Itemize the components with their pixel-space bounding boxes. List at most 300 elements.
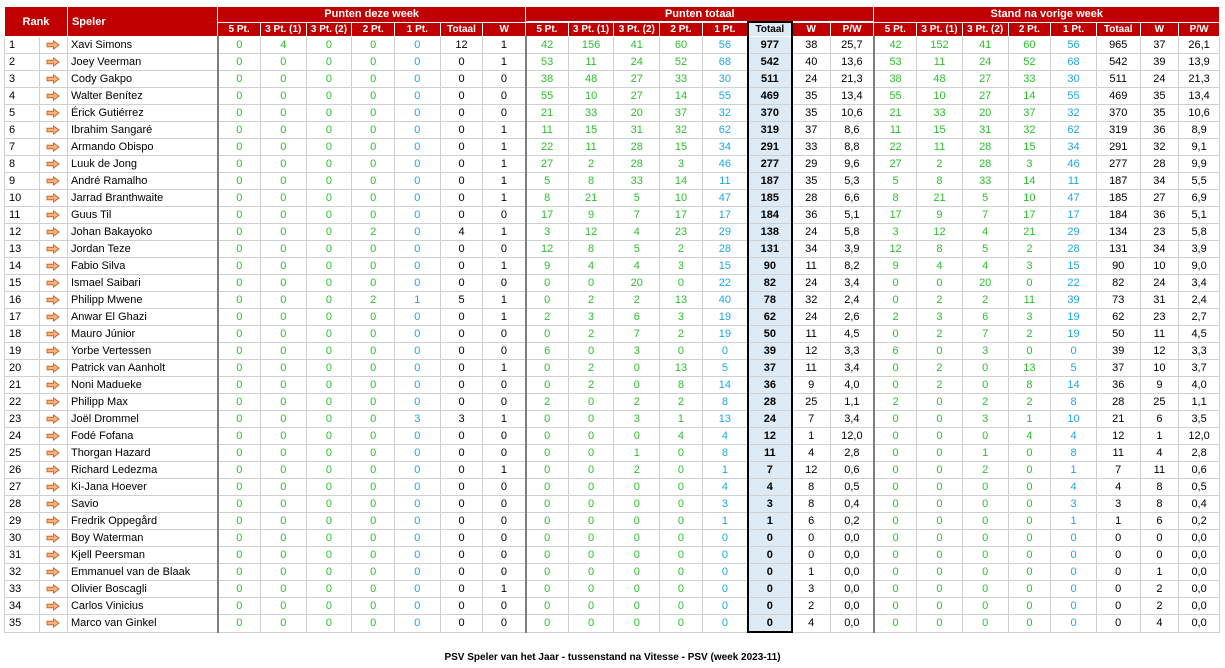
trend-cell [39, 530, 67, 547]
prev-cell-0: 9 [874, 258, 917, 275]
player-name: Ismael Saibari [67, 275, 217, 292]
player-name: Noni Madueke [67, 377, 217, 394]
tot-cell-1: 0 [568, 564, 614, 581]
tot-cell-7: 3,9 [830, 241, 874, 258]
player-name: Joël Drommel [67, 411, 217, 428]
week-cell-1: 0 [260, 326, 306, 343]
table-row [5, 564, 1220, 581]
tot-cell-1: 0 [568, 479, 614, 496]
right-arrow-icon [46, 482, 60, 492]
week-cell-1: 0 [260, 547, 306, 564]
week-cell-4: 0 [395, 139, 441, 156]
week-cell-0: 0 [218, 326, 261, 343]
week-cell-6: 0 [483, 598, 526, 615]
tot-cell-3: 17 [660, 207, 703, 224]
prev-cell-3: 0 [1008, 462, 1051, 479]
tot-cell-4: 4 [702, 428, 748, 445]
tot-cell-1: 0 [568, 496, 614, 513]
prev-cell-2: 27 [962, 71, 1008, 88]
week-cell-1: 4 [260, 37, 306, 54]
week-cell-3: 0 [352, 54, 395, 71]
prev-cell-7: 0,6 [1179, 462, 1220, 479]
tot-cell-2: 6 [614, 309, 660, 326]
week-cell-5: 0 [440, 88, 483, 105]
tot-cell-3: 0 [660, 343, 703, 360]
prev-cell-7: 0,4 [1179, 496, 1220, 513]
tot-cell-0: 53 [526, 54, 569, 71]
week-cell-2: 0 [306, 445, 352, 462]
prev-cell-5: 37 [1096, 360, 1140, 377]
prev-cell-3: 15 [1008, 139, 1051, 156]
week-cell-5: 0 [440, 462, 483, 479]
prev-cell-3: 0 [1008, 275, 1051, 292]
tot-cell-5: 131 [748, 241, 792, 258]
subheader-week-0: 5 Pt. [218, 22, 261, 37]
trend-cell [39, 139, 67, 156]
subheader-week-2: 3 Pt. (2) [306, 22, 352, 37]
tot-cell-4: 14 [702, 377, 748, 394]
week-cell-0: 0 [218, 360, 261, 377]
rank-cell: 21 [5, 377, 40, 394]
right-arrow-icon [46, 601, 60, 611]
tot-cell-5: 0 [748, 530, 792, 547]
tot-cell-4: 55 [702, 88, 748, 105]
tot-cell-6: 38 [792, 37, 831, 54]
tot-cell-3: 0 [660, 479, 703, 496]
rank-cell: 20 [5, 360, 40, 377]
prev-cell-6: 6 [1140, 411, 1179, 428]
table-row [5, 275, 1220, 292]
week-cell-1: 0 [260, 156, 306, 173]
prev-cell-6: 10 [1140, 360, 1179, 377]
week-cell-3: 0 [352, 309, 395, 326]
player-name: Ki-Jana Hoever [67, 479, 217, 496]
prev-cell-6: 39 [1140, 54, 1179, 71]
week-cell-5: 0 [440, 615, 483, 633]
subheader-totaal-1: 3 Pt. (1) [568, 22, 614, 37]
week-cell-5: 0 [440, 54, 483, 71]
week-cell-2: 0 [306, 615, 352, 633]
table-row [5, 428, 1220, 445]
prev-cell-7: 0,0 [1179, 598, 1220, 615]
week-cell-3: 0 [352, 479, 395, 496]
tot-cell-0: 38 [526, 71, 569, 88]
tot-cell-3: 23 [660, 224, 703, 241]
tot-cell-3: 0 [660, 581, 703, 598]
prev-cell-5: 0 [1096, 598, 1140, 615]
week-cell-1: 0 [260, 122, 306, 139]
rank-cell: 17 [5, 309, 40, 326]
tot-cell-3: 4 [660, 428, 703, 445]
prev-cell-0: 0 [874, 598, 917, 615]
week-cell-3: 0 [352, 343, 395, 360]
tot-cell-0: 0 [526, 513, 569, 530]
week-cell-1: 0 [260, 258, 306, 275]
trend-cell [39, 377, 67, 394]
week-cell-1: 0 [260, 564, 306, 581]
week-cell-6: 0 [483, 479, 526, 496]
prev-cell-2: 7 [962, 207, 1008, 224]
tot-cell-7: 0,0 [830, 547, 874, 564]
week-cell-0: 0 [218, 37, 261, 54]
prev-cell-6: 28 [1140, 156, 1179, 173]
player-name: Fredrik Oppegård [67, 513, 217, 530]
prev-cell-3: 0 [1008, 513, 1051, 530]
tot-cell-5: 12 [748, 428, 792, 445]
tot-cell-0: 0 [526, 377, 569, 394]
week-cell-5: 0 [440, 71, 483, 88]
prev-cell-4: 39 [1051, 292, 1097, 309]
tot-cell-1: 0 [568, 462, 614, 479]
tot-cell-3: 2 [660, 241, 703, 258]
week-cell-3: 0 [352, 581, 395, 598]
tot-cell-7: 0,0 [830, 564, 874, 581]
table-row [5, 513, 1220, 530]
prev-cell-3: 0 [1008, 479, 1051, 496]
trend-cell [39, 513, 67, 530]
table-row [5, 445, 1220, 462]
prev-cell-5: 28 [1096, 394, 1140, 411]
table-row [5, 156, 1220, 173]
tot-cell-4: 11 [702, 173, 748, 190]
player-name: Walter Benítez [67, 88, 217, 105]
tot-cell-6: 11 [792, 360, 831, 377]
tot-cell-1: 4 [568, 258, 614, 275]
footer-caption: PSV Speler van het Jaar - tussenstand na Vitesse - PSV (week 2023-11) [444, 652, 781, 663]
week-cell-0: 0 [218, 564, 261, 581]
tot-cell-4: 19 [702, 326, 748, 343]
rank-cell: 9 [5, 173, 40, 190]
week-cell-4: 0 [395, 156, 441, 173]
tot-cell-2: 0 [614, 581, 660, 598]
prev-cell-6: 23 [1140, 224, 1179, 241]
tot-cell-5: 50 [748, 326, 792, 343]
tot-cell-2: 31 [614, 122, 660, 139]
rank-cell: 34 [5, 598, 40, 615]
tot-cell-0: 3 [526, 224, 569, 241]
prev-cell-4: 4 [1051, 479, 1097, 496]
week-cell-2: 0 [306, 173, 352, 190]
prev-cell-6: 34 [1140, 241, 1179, 258]
tot-cell-4: 8 [702, 394, 748, 411]
week-cell-5: 4 [440, 224, 483, 241]
prev-cell-3: 0 [1008, 564, 1051, 581]
trend-cell [39, 207, 67, 224]
prev-cell-2: 4 [962, 258, 1008, 275]
table-row [5, 224, 1220, 241]
week-cell-3: 0 [352, 105, 395, 122]
week-cell-1: 0 [260, 513, 306, 530]
right-arrow-icon [46, 567, 60, 577]
tot-cell-0: 0 [526, 581, 569, 598]
rank-cell: 7 [5, 139, 40, 156]
rank-cell: 25 [5, 445, 40, 462]
player-name: Philipp Mwene [67, 292, 217, 309]
prev-cell-0: 17 [874, 207, 917, 224]
tot-cell-4: 40 [702, 292, 748, 309]
tot-cell-3: 1 [660, 411, 703, 428]
prev-cell-0: 0 [874, 445, 917, 462]
prev-cell-1: 0 [917, 496, 963, 513]
tot-cell-7: 4,5 [830, 326, 874, 343]
tot-cell-4: 0 [702, 547, 748, 564]
prev-cell-2: 7 [962, 326, 1008, 343]
prev-cell-5: 82 [1096, 275, 1140, 292]
prev-cell-6: 35 [1140, 105, 1179, 122]
tot-cell-4: 0 [702, 615, 748, 633]
week-cell-2: 0 [306, 479, 352, 496]
tot-cell-2: 0 [614, 615, 660, 633]
table-row [5, 581, 1220, 598]
table-row [5, 292, 1220, 309]
prev-cell-5: 185 [1096, 190, 1140, 207]
tot-cell-6: 32 [792, 292, 831, 309]
prev-cell-2: 4 [962, 224, 1008, 241]
prev-cell-5: 3 [1096, 496, 1140, 513]
tot-cell-5: 291 [748, 139, 792, 156]
trend-cell [39, 445, 67, 462]
prev-cell-2: 2 [962, 462, 1008, 479]
right-arrow-icon [46, 363, 60, 373]
prev-cell-5: 12 [1096, 428, 1140, 445]
prev-cell-5: 0 [1096, 547, 1140, 564]
prev-cell-3: 0 [1008, 598, 1051, 615]
tot-cell-0: 2 [526, 394, 569, 411]
week-cell-6: 1 [483, 139, 526, 156]
tot-cell-7: 3,4 [830, 360, 874, 377]
tot-cell-6: 12 [792, 462, 831, 479]
prev-cell-1: 33 [917, 105, 963, 122]
tot-cell-3: 52 [660, 54, 703, 71]
prev-cell-7: 10,6 [1179, 105, 1220, 122]
trend-cell [39, 88, 67, 105]
tot-cell-0: 27 [526, 156, 569, 173]
tot-cell-6: 4 [792, 615, 831, 633]
prev-cell-4: 30 [1051, 71, 1097, 88]
week-cell-5: 0 [440, 122, 483, 139]
week-cell-3: 0 [352, 139, 395, 156]
week-cell-6: 0 [483, 343, 526, 360]
tot-cell-4: 0 [702, 581, 748, 598]
subheader-vorige-0: 5 Pt. [874, 22, 917, 37]
week-cell-3: 0 [352, 122, 395, 139]
prev-cell-3: 14 [1008, 88, 1051, 105]
week-cell-0: 0 [218, 309, 261, 326]
tot-cell-6: 35 [792, 173, 831, 190]
week-cell-6: 0 [483, 241, 526, 258]
tot-cell-0: 5 [526, 173, 569, 190]
tot-cell-4: 47 [702, 190, 748, 207]
week-cell-0: 0 [218, 479, 261, 496]
week-cell-1: 0 [260, 105, 306, 122]
week-cell-0: 0 [218, 54, 261, 71]
tot-cell-1: 0 [568, 547, 614, 564]
right-arrow-icon [46, 40, 60, 50]
tot-cell-4: 0 [702, 598, 748, 615]
week-cell-1: 0 [260, 54, 306, 71]
tot-cell-2: 5 [614, 190, 660, 207]
right-arrow-icon [46, 176, 60, 186]
table-row [5, 122, 1220, 139]
trend-cell [39, 496, 67, 513]
rank-cell: 10 [5, 190, 40, 207]
week-cell-0: 0 [218, 343, 261, 360]
right-arrow-icon [46, 227, 60, 237]
rank-cell: 5 [5, 105, 40, 122]
week-cell-3: 0 [352, 513, 395, 530]
week-cell-4: 1 [395, 292, 441, 309]
week-cell-5: 0 [440, 564, 483, 581]
table-row [5, 37, 1220, 54]
player-name: Xavi Simons [67, 37, 217, 54]
prev-cell-5: 319 [1096, 122, 1140, 139]
tot-cell-6: 33 [792, 139, 831, 156]
prev-cell-4: 0 [1051, 547, 1097, 564]
week-cell-2: 0 [306, 224, 352, 241]
prev-cell-7: 3,3 [1179, 343, 1220, 360]
prev-cell-3: 0 [1008, 445, 1051, 462]
prev-cell-4: 5 [1051, 360, 1097, 377]
prev-cell-6: 8 [1140, 479, 1179, 496]
prev-cell-5: 39 [1096, 343, 1140, 360]
rank-cell: 29 [5, 513, 40, 530]
tot-cell-3: 0 [660, 530, 703, 547]
tot-cell-4: 3 [702, 496, 748, 513]
tot-cell-4: 15 [702, 258, 748, 275]
player-name: Olivier Boscagli [67, 581, 217, 598]
tot-cell-3: 0 [660, 598, 703, 615]
rank-cell: 30 [5, 530, 40, 547]
tot-cell-1: 8 [568, 241, 614, 258]
prev-cell-0: 27 [874, 156, 917, 173]
tot-cell-3: 0 [660, 513, 703, 530]
week-cell-1: 0 [260, 241, 306, 258]
tot-cell-0: 0 [526, 564, 569, 581]
prev-cell-6: 10 [1140, 258, 1179, 275]
rank-cell: 13 [5, 241, 40, 258]
subheader-totaal-5: Totaal [748, 22, 792, 37]
tot-cell-6: 37 [792, 122, 831, 139]
week-cell-1: 0 [260, 190, 306, 207]
week-cell-1: 0 [260, 411, 306, 428]
week-cell-5: 12 [440, 37, 483, 54]
tot-cell-3: 8 [660, 377, 703, 394]
tot-cell-2: 24 [614, 54, 660, 71]
tot-cell-6: 1 [792, 428, 831, 445]
prev-cell-2: 33 [962, 173, 1008, 190]
rank-cell: 23 [5, 411, 40, 428]
week-cell-2: 0 [306, 581, 352, 598]
week-cell-5: 0 [440, 326, 483, 343]
week-cell-4: 0 [395, 275, 441, 292]
prev-cell-1: 0 [917, 462, 963, 479]
prev-cell-1: 0 [917, 564, 963, 581]
week-cell-0: 0 [218, 581, 261, 598]
prev-cell-3: 0 [1008, 547, 1051, 564]
tot-cell-3: 0 [660, 275, 703, 292]
week-cell-2: 0 [306, 241, 352, 258]
prev-cell-3: 0 [1008, 343, 1051, 360]
week-cell-0: 0 [218, 173, 261, 190]
prev-cell-6: 6 [1140, 513, 1179, 530]
week-cell-2: 0 [306, 275, 352, 292]
prev-cell-6: 36 [1140, 122, 1179, 139]
tot-cell-5: 3 [748, 496, 792, 513]
tot-cell-7: 2,6 [830, 309, 874, 326]
rank-cell: 6 [5, 122, 40, 139]
prev-cell-5: 370 [1096, 105, 1140, 122]
tot-cell-7: 4,0 [830, 377, 874, 394]
standings-sheet [4, 6, 1220, 633]
prev-cell-6: 4 [1140, 445, 1179, 462]
tot-cell-7: 0,4 [830, 496, 874, 513]
prev-cell-7: 13,4 [1179, 88, 1220, 105]
week-cell-1: 0 [260, 360, 306, 377]
subheader-vorige-7: P/W [1179, 22, 1220, 37]
table-row [5, 343, 1220, 360]
right-arrow-icon [46, 125, 60, 135]
player-name: Jarrad Branthwaite [67, 190, 217, 207]
tot-cell-7: 8,2 [830, 258, 874, 275]
week-cell-5: 0 [440, 105, 483, 122]
week-cell-4: 0 [395, 513, 441, 530]
prev-cell-3: 8 [1008, 377, 1051, 394]
subheader-week-1: 3 Pt. (1) [260, 22, 306, 37]
week-cell-2: 0 [306, 37, 352, 54]
tot-cell-7: 8,6 [830, 122, 874, 139]
tot-cell-2: 0 [614, 377, 660, 394]
week-cell-2: 0 [306, 360, 352, 377]
week-cell-3: 0 [352, 173, 395, 190]
prev-cell-2: 27 [962, 88, 1008, 105]
rank-header: Rank [5, 7, 68, 37]
player-name: Philipp Max [67, 394, 217, 411]
table-row [5, 394, 1220, 411]
prev-cell-7: 2,8 [1179, 445, 1220, 462]
week-cell-6: 0 [483, 105, 526, 122]
prev-cell-2: 0 [962, 530, 1008, 547]
week-cell-1: 0 [260, 428, 306, 445]
week-cell-3: 0 [352, 530, 395, 547]
player-name: Savio [67, 496, 217, 513]
week-cell-4: 0 [395, 530, 441, 547]
week-cell-0: 0 [218, 156, 261, 173]
week-cell-6: 0 [483, 547, 526, 564]
week-cell-3: 0 [352, 156, 395, 173]
week-cell-6: 1 [483, 224, 526, 241]
subheader-totaal-6: W [792, 22, 831, 37]
trend-cell [39, 190, 67, 207]
week-cell-6: 0 [483, 428, 526, 445]
week-cell-4: 0 [395, 105, 441, 122]
prev-cell-2: 0 [962, 479, 1008, 496]
prev-cell-4: 3 [1051, 496, 1097, 513]
tot-cell-1: 3 [568, 309, 614, 326]
tot-cell-6: 40 [792, 54, 831, 71]
prev-cell-4: 22 [1051, 275, 1097, 292]
prev-cell-1: 21 [917, 190, 963, 207]
trend-cell [39, 462, 67, 479]
prev-cell-4: 32 [1051, 105, 1097, 122]
week-cell-3: 2 [352, 292, 395, 309]
week-cell-1: 0 [260, 139, 306, 156]
tot-cell-3: 10 [660, 190, 703, 207]
week-cell-0: 0 [218, 224, 261, 241]
tot-cell-3: 0 [660, 547, 703, 564]
prev-cell-7: 0,5 [1179, 479, 1220, 496]
tot-cell-6: 1 [792, 564, 831, 581]
week-cell-5: 0 [440, 207, 483, 224]
